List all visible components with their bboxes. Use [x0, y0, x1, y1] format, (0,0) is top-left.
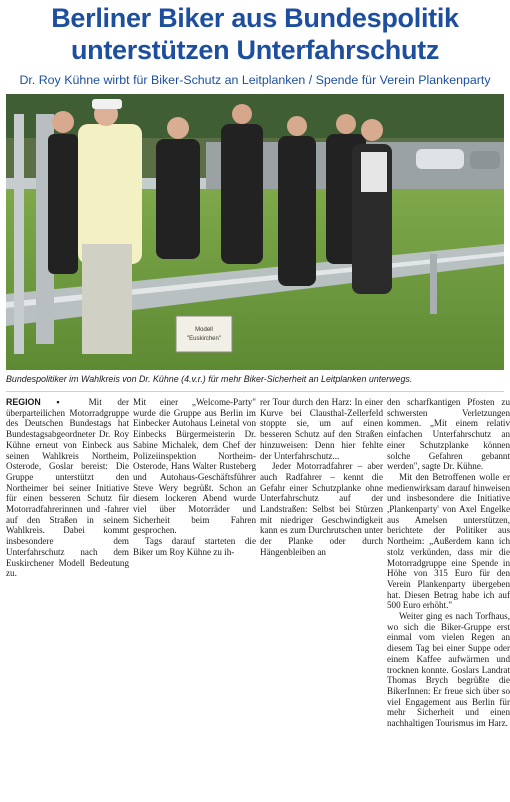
- column-3-paragraph-1: rer Tour durch den Harz: In einer Kurve bei Clausthal-Zellerfeld stoppte sie, um auf einen besseren Schutz auf den Straßen hinzuweisen: Denn hier fehlte der Unterfahrschutz...: [260, 397, 383, 461]
- headline: Berliner Biker aus Bundespolitik unterstützen Unterfahrschutz: [51, 3, 459, 65]
- svg-text:Modell: Modell: [195, 327, 213, 333]
- column-3-paragraph-2: Jeder Motorradfahrer – aber auch Radfahrer – kennt die Gefahr einer Schutzplanke ohne Unterfahrschutz auf der Landstraßen: Selbst bei Stürzen mit niedriger Geschwindigkeit kann es zum Durchrutschen unter der Planke oder durch Hängenbleiben an: [260, 461, 383, 557]
- column-2-paragraph-1: Mit einer „Welcome-Party" wurde die Gruppe aus Berlin im Einbecker Autohaus Leinetal von Einbecks Bürgermeisterin Dr. Sabine Michalek, dem Chef der Polizeiinspektion Northeim-Osterode, Hans Walter Rusteberg und Autohaus-Geschäftsführer Steve Wery begrüßt. Schon an diesem lockeren Abend wurde viel über Motorräder und Sicherheit beim Fahren gesprochen.: [133, 397, 256, 536]
- article-photo: [6, 94, 504, 370]
- dateline: REGION: [6, 397, 41, 407]
- column-4-paragraph-2: Mit den Betroffenen wolle er medienwirksam darauf hinweisen und insbesondere die Initiative ,Plankenparty' von Axel Engelke aus Amelsen unterstützen, berichtete der Politiker aus Northeim: „Außerdem kann ich stolz verkünden, dass mir die Motorradgruppe eine Spende in Höhe von 315 Euro für den Verein Plankenparty übergeben hat. Diesen Betrag habe ich auf 500 Euro erhöht.": [387, 471, 510, 611]
- column-4-paragraph-1: den scharfkantigen Pfosten zu schwersten Verletzungen kommen. „Mit einem relativ einfachen Unterfahrschutz an einer Schutzplanke können solche Gefahren gebannt werden", sagte Dr. Kühne.: [387, 397, 510, 472]
- caption-divider: [6, 391, 504, 392]
- article-column-3: [260, 397, 383, 558]
- photo-illustration: [6, 94, 504, 370]
- article-column-1: [6, 397, 129, 579]
- article-column-2: [133, 397, 256, 558]
- article-column-4: [387, 397, 510, 729]
- svg-text:"Euskirchen": "Euskirchen": [187, 336, 221, 342]
- column-1-paragraph-1: REGION ▪ Mit der überparteilichen Motorradgruppe des Deutschen Bundestags hat Bundestagsabgeordneter Dr. Roy Kühne erneut von Einbeck aus seinen Wahlkreis Northeim, Osterode, Goslar bereist: Die Gruppe unterstützt den Northeimer bei seiner Initiative für einen besseren Schutz für Motorradfahrerinnen und -fahrer auf den Straßen in seinem Wahlkreis. Dabei kommt insbesondere dem Unterfahrschutz nach dem Euskirchener Modell Bedeutung zu.: [6, 397, 129, 579]
- photo-caption: Bundespolitiker im Wahlkreis von Dr. Kühne (4.v.r.) für mehr Biker-Sicherheit an Leitplanken unterwegs.: [6, 374, 413, 384]
- column-4-paragraph-3: Weiter ging es nach Torfhaus, wo sich die Biker-Gruppe erst einmal vom vielen Regen an diesem Tag bei einer Suppe oder einem Kaffee aufwärmen und trocknen konnte. Goslars Landrat Thomas Brych begrüßte die BikerInnen: Er freue sich über so viel Engagement aus Berlin für mehr Sicherheit und einen nachhaltigen Tourismus im Harz.: [387, 611, 510, 729]
- subheadline: Dr. Roy Kühne wirbt für Biker-Schutz an Leitplanken / Spende für Verein Plankenparty: [19, 73, 491, 87]
- column-1-text: Mit der überparteilichen Motorradgruppe des Deutschen Bundestags hat Bundestagsabgeordneter Dr. Roy Kühne erneut von Einbeck aus seinen Wahlkreis Northeim, Osterode, Goslar bereist: Die Gruppe unterstützt den Northeimer bei seiner Initiative für einen besseren Schutz für Motorradfahrerinnen und -fahrer auf den Straßen in seinem Wahlkreis. Dabei kommt insbesondere dem Unterfahrschutz nach dem Euskirchener Modell Bedeutung zu.: [6, 397, 129, 579]
- column-2-paragraph-2: Tags darauf starteten die Biker um Roy Kühne zu ih-: [133, 536, 256, 557]
